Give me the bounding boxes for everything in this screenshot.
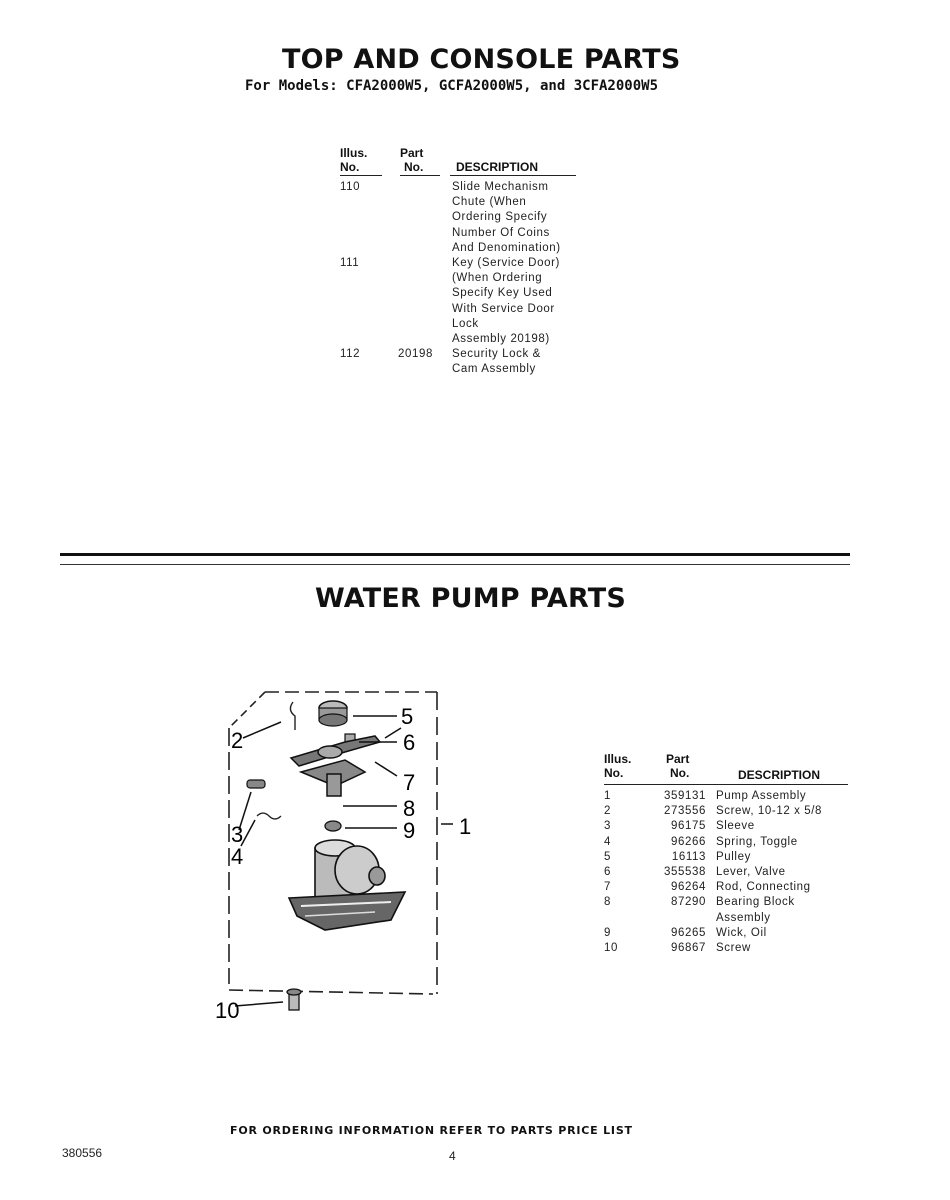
- section-divider-thick: [60, 553, 850, 556]
- table-row-illus: 7: [604, 881, 611, 894]
- header-part: Part No.: [666, 752, 690, 780]
- header-illus: Illus. No.: [340, 146, 368, 174]
- table-row-illus: 3: [604, 820, 611, 833]
- water-pump-exploded-diagram: [205, 680, 490, 1030]
- table-row-part: 16113: [671, 850, 706, 863]
- table-row-description: Sleeve: [716, 820, 755, 833]
- top-parts-table: [340, 146, 600, 386]
- section-divider-thin: [60, 564, 850, 565]
- table-row-description: Screw: [716, 942, 751, 954]
- table-row-illus: 8: [604, 896, 611, 909]
- header-rule-description: [450, 175, 576, 176]
- table-row-part: 96264: [671, 881, 706, 894]
- table-row-description: Spring, Toggle: [716, 835, 798, 848]
- screw-top-part: [290, 702, 295, 730]
- table-row-part: 20198: [398, 348, 433, 360]
- callout-8: 8: [403, 796, 416, 821]
- table-row-description: Key (Service Door) (When Ordering Specify Key Used With Service Door Lock Assembly 20198): [452, 257, 560, 346]
- header-description: DESCRIPTION: [456, 160, 539, 174]
- table-row-part: 355538: [664, 866, 706, 878]
- table-row-illus: 4: [604, 835, 611, 848]
- ordering-info-note: FOR ORDERING INFORMATION REFER TO PARTS PRICE LIST: [230, 1124, 633, 1137]
- table-row-description: Lever, Valve: [716, 866, 786, 878]
- callout-4: 4: [231, 844, 244, 869]
- table-row-part: 96265: [671, 926, 706, 939]
- table-row-description: Pulley: [716, 850, 751, 863]
- table-row-illus: 1: [604, 790, 611, 802]
- pump-body-part: [289, 840, 405, 930]
- table-row-part: 96867: [671, 942, 706, 954]
- callout-5: 5: [401, 704, 414, 729]
- table-row-description: Slide Mechanism Chute (When Ordering Specify Number Of Coins And Denomination): [452, 181, 561, 254]
- header-illus: Illus. No.: [604, 752, 632, 780]
- table-row-part: 96175: [671, 820, 706, 833]
- header-description: DESCRIPTION: [738, 768, 821, 782]
- callout-1: 1: [459, 814, 472, 839]
- toggle-spring-part: [257, 813, 281, 819]
- table-row-part: 96266: [671, 835, 706, 848]
- callout-10: 10: [215, 998, 240, 1023]
- table-row-illus: 10: [604, 942, 618, 954]
- oil-wick-part: [325, 821, 341, 831]
- table-row-illus: 6: [604, 866, 611, 878]
- table-row-description: Rod, Connecting: [716, 881, 811, 894]
- header-rule-part: [400, 175, 440, 176]
- header-rule-illus: [340, 175, 382, 176]
- table-row-part: 87290: [671, 896, 706, 909]
- callout-3: 3: [231, 822, 244, 847]
- models-line: For Models: CFA2000W5, GCFA2000W5, and 3CFA2000W5: [245, 78, 659, 94]
- page-number: 4: [449, 1149, 456, 1163]
- top-section-title: TOP AND CONSOLE PARTS: [282, 44, 681, 75]
- table-row-description: Pump Assembly: [716, 790, 807, 802]
- header-part: Part No.: [400, 146, 424, 174]
- sleeve-part: [247, 780, 265, 788]
- table-row-illus: 110: [340, 181, 361, 193]
- table-row-illus: 112: [340, 348, 361, 360]
- document-number: 380556: [62, 1146, 103, 1160]
- pulley-part: [319, 701, 347, 726]
- callout-9: 9: [403, 818, 416, 843]
- table-row-illus: 111: [340, 257, 360, 269]
- water-pump-section-title: WATER PUMP PARTS: [315, 583, 627, 614]
- table-row-description: Wick, Oil: [716, 926, 767, 939]
- table-row-description: Security Lock & Cam Assembly: [452, 348, 541, 376]
- table-row-part: 359131: [664, 790, 706, 802]
- table-row-illus: 9: [604, 926, 611, 939]
- callout-2: 2: [231, 728, 244, 753]
- water-pump-parts-table: [604, 752, 854, 962]
- table-row-description: Screw, 10-12 x 5/8: [716, 805, 823, 818]
- callout-7: 7: [403, 770, 416, 795]
- bottom-screw-part: [287, 989, 301, 1010]
- callout-6: 6: [403, 730, 416, 755]
- table-row-description: Bearing Block Assembly: [716, 896, 795, 924]
- table-row-part: 273556: [664, 805, 706, 818]
- header-rule: [604, 784, 848, 785]
- table-row-illus: 5: [604, 850, 611, 863]
- table-row-illus: 2: [604, 805, 611, 818]
